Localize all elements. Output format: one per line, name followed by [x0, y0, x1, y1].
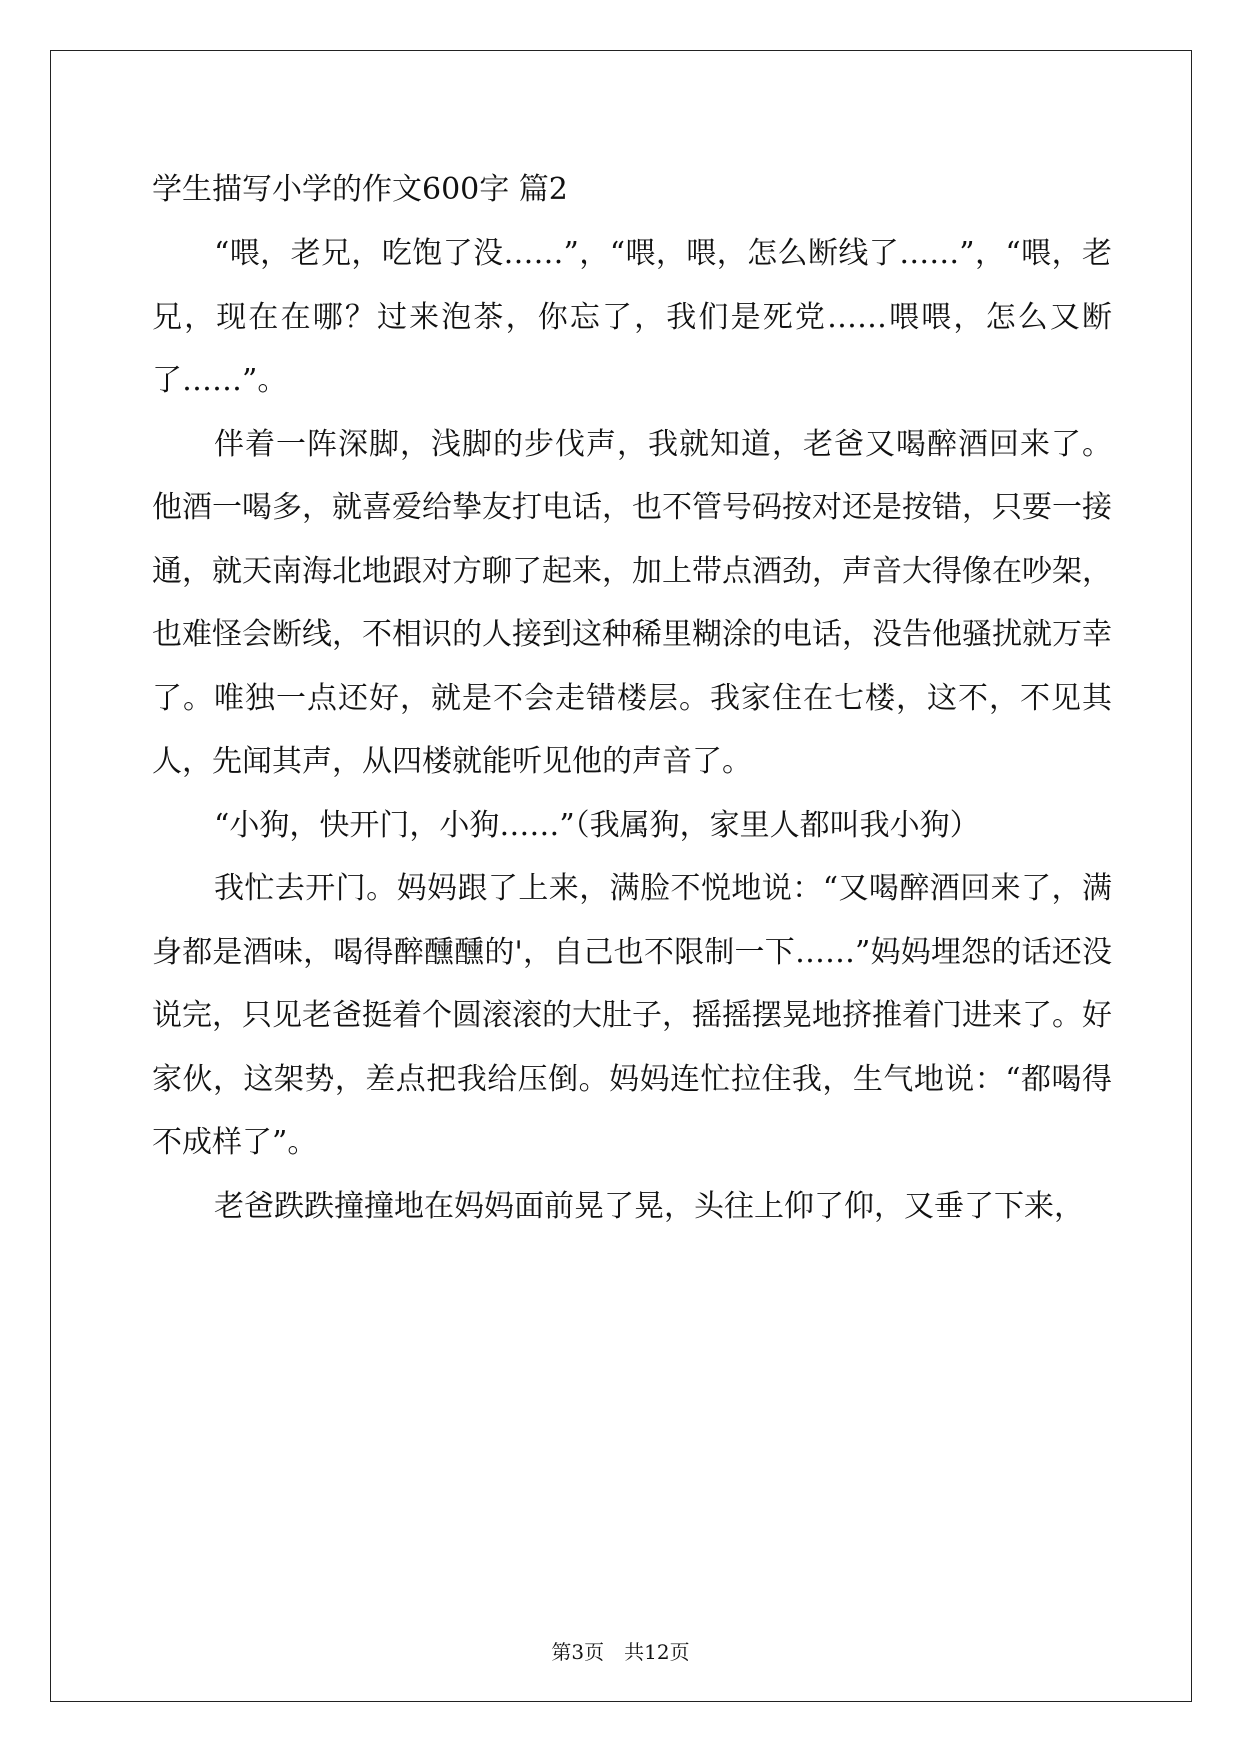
paragraph: 老爸跌跌撞撞地在妈妈面前晃了晃，头往上仰了仰，又垂了下来， — [214, 1188, 1084, 1224]
paragraph: “小狗，快开门，小狗……”（我属狗，家里人都叫我小狗） — [214, 807, 980, 843]
document-title: 学生描写小学的作文600字 篇2 — [152, 172, 568, 207]
page-number-footer: 第3页 共12页 — [551, 1640, 690, 1664]
paragraph: “喂，老兄，吃饱了没……”，“喂，喂，怎么断线了……”，“喂，老兄，现在在哪？过来泡茶，你忘了，我们是死党……喂喂，怎么又断了……”。 — [152, 236, 1112, 398]
paragraph: 我忙去开门。妈妈跟了上来，满脸不悦地说：“又喝醉酒回来了，满身都是酒味，喝得醉醺醺的'，自己也不限制一下……”妈妈埋怨的话还没说完，只见老爸挺着个圆滚滚的大肚子，摇摇摆晃地挤推着门进来了。好家伙，这架势，差点把我给压倒。妈妈连忙拉住我，生气地说：“都喝得不成样了”。 — [152, 871, 1112, 1160]
document-body — [152, 222, 1112, 1238]
paragraph: 伴着一阵深脚，浅脚的步伐声，我就知道，老爸又喝醉酒回来了。他酒一喝多，就喜爱给挚友打电话，也不管号码按对还是按错，只要一接通，就天南海北地跟对方聊了起来，加上带点酒劲，声音大得像在吵架，也难怪会断线，不相识的人接到这种稀里糊涂的电话，没告他骚扰就万幸了。唯独一点还好，就是不会走错楼层。我家住在七楼，这不，不见其人，先闻其声，从四楼就能听见他的声音了。 — [152, 426, 1112, 779]
